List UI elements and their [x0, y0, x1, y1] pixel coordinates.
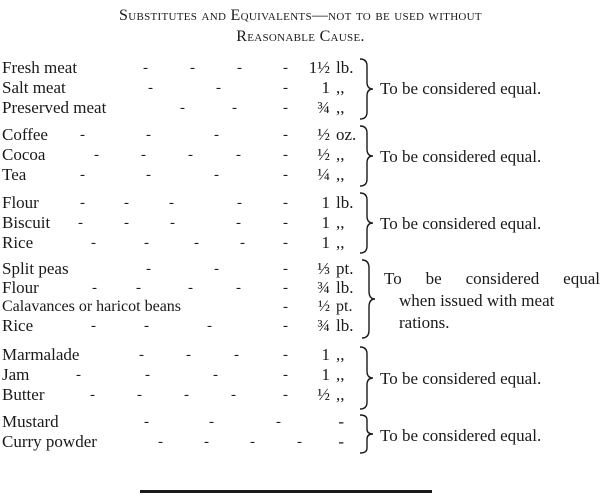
leader-dash: -: [283, 347, 288, 363]
group-result: To be considered equal.: [380, 79, 542, 98]
leader-dash: -: [283, 367, 288, 383]
group-result: To be considered equal.: [380, 214, 542, 233]
leader-dash: -: [236, 147, 241, 163]
leader-dash: -: [188, 147, 193, 163]
leader-dash: -: [78, 215, 83, 231]
item-unit: ,,: [336, 78, 345, 97]
right-brace-icon: [358, 192, 374, 254]
leader-dash: -: [283, 299, 288, 315]
leader-dash: -: [276, 414, 281, 430]
item-quantity: ¾: [317, 98, 330, 117]
item-name: Preserved meat: [2, 98, 107, 117]
leader-dash: -: [237, 195, 242, 211]
right-brace-icon: [358, 414, 374, 454]
leader-dash: -: [214, 261, 219, 277]
leader-dash: -: [234, 347, 239, 363]
leader-dash: -: [283, 387, 288, 403]
item-quantity: 1: [321, 233, 330, 252]
item-name: Flour: [2, 278, 39, 297]
leader-dash: -: [209, 414, 214, 430]
group-result: To be considered equal.: [380, 426, 542, 445]
leader-dash: -: [283, 280, 288, 296]
item-name: Mustard: [2, 412, 59, 431]
leader-dash: -: [90, 387, 95, 403]
leader-dash: -: [180, 100, 185, 116]
leader-dash: -: [186, 347, 191, 363]
leader-dash: -: [184, 387, 189, 403]
item-quantity: ½: [317, 125, 330, 144]
leader-dash: -: [283, 167, 288, 183]
item-unit: pt.: [336, 259, 354, 278]
leader-dash: -: [144, 318, 149, 334]
item-quantity: 1: [321, 78, 330, 97]
leader-dash: -: [283, 215, 288, 231]
item-name: Coffee: [2, 125, 48, 144]
group-result: [384, 268, 600, 334]
leader-dash: -: [141, 147, 146, 163]
item-name: Rice: [2, 233, 34, 252]
leader-dash: -: [232, 100, 237, 116]
item-quantity: ¾: [317, 278, 330, 297]
item-quantity: ½: [317, 145, 330, 164]
leader-dash: -: [283, 318, 288, 334]
item-unit: lb.: [336, 193, 354, 212]
item-unit: lb.: [336, 278, 354, 297]
leader-dash: -: [216, 80, 221, 96]
leader-dash: -: [194, 235, 199, 251]
leader-dash: -: [283, 147, 288, 163]
item-quantity: 1: [321, 345, 330, 364]
right-brace-icon: [358, 346, 374, 410]
leader-dash: -: [214, 167, 219, 183]
leader-dash: -: [146, 261, 151, 277]
leader-dash: -: [143, 60, 148, 76]
leader-dash: -: [92, 280, 97, 296]
leader-dash: -: [136, 280, 141, 296]
leader-dash: -: [188, 280, 193, 296]
item-quantity: 1: [321, 213, 330, 232]
leader-dash: -: [80, 167, 85, 183]
leader-dash: -: [76, 367, 81, 383]
leader-dash: -: [124, 195, 129, 211]
item-name: Biscuit: [2, 213, 51, 232]
item-unit: ,,: [336, 213, 345, 232]
result-line: To be considered equal: [384, 269, 600, 288]
leader-dash: -: [80, 127, 85, 143]
right-brace-icon: [360, 259, 376, 339]
group-result: To be considered equal.: [380, 147, 542, 166]
item-unit: ,,: [336, 165, 345, 184]
item-quantity: 1: [321, 193, 330, 212]
title-line1-text: Substitutes and Equivalents—not to be used without: [119, 7, 482, 24]
list-item: [0, 58, 601, 78]
item-name: Salt meat: [2, 78, 66, 97]
leader-dash: -: [240, 235, 245, 251]
item-quantity: ¼: [317, 165, 330, 184]
item-name: Jam: [2, 365, 30, 384]
leader-dash: -: [204, 434, 209, 450]
item-unit: ,,: [336, 233, 345, 252]
leader-dash: -: [283, 80, 288, 96]
table-title-line1: [0, 6, 601, 26]
item-name: Marmalade: [2, 345, 80, 364]
leader-dash: -: [236, 280, 241, 296]
leader-dash: -: [94, 147, 99, 163]
leader-dash: -: [144, 235, 149, 251]
leader-dash: -: [158, 434, 163, 450]
group-result: To be considered equal.: [380, 369, 542, 388]
item-quantity: 1½: [308, 58, 330, 77]
leader-dash: -: [124, 215, 129, 231]
item-name: Rice: [2, 316, 34, 335]
item-unit: pt.: [336, 298, 353, 315]
leader-dash: -: [137, 387, 142, 403]
item-name: Fresh meat: [2, 58, 78, 77]
table-title-line2: [0, 27, 601, 47]
leader-dash: -: [139, 347, 144, 363]
list-item: [0, 125, 601, 145]
list-item: [0, 233, 601, 253]
item-name: Butter: [2, 385, 45, 404]
leader-dash: -: [214, 127, 219, 143]
item-unit: ,,: [336, 145, 345, 164]
item-unit: ,,: [336, 98, 345, 117]
item-quantity: ½: [318, 298, 330, 315]
item-unit: lb.: [336, 58, 354, 77]
leader-dash: -: [213, 367, 218, 383]
list-item: [0, 193, 601, 213]
leader-dash: -: [148, 80, 153, 96]
item-quantity: ⅓: [317, 259, 330, 278]
leader-dash: -: [80, 195, 85, 211]
item-quantity: -: [338, 432, 344, 451]
leader-dash: -: [283, 60, 288, 76]
item-unit: ,,: [336, 365, 345, 384]
leader-dash: -: [144, 414, 149, 430]
item-unit: oz.: [336, 125, 357, 144]
leader-dash: -: [297, 434, 302, 450]
list-item: [0, 165, 601, 185]
title-line2-text: Reasonable Cause.: [236, 28, 365, 45]
item-name: Calavances or haricot beans: [2, 298, 182, 315]
item-quantity: ¾: [317, 316, 330, 335]
list-item: [0, 98, 601, 118]
leader-dash: -: [207, 318, 212, 334]
item-unit: lb.: [336, 316, 354, 335]
item-unit: ,,: [336, 385, 345, 404]
leader-dash: -: [169, 195, 174, 211]
leader-dash: -: [190, 60, 195, 76]
leader-dash: -: [283, 100, 288, 116]
item-quantity: ½: [317, 385, 330, 404]
leader-dash: -: [170, 215, 175, 231]
result-line: when issued with meat: [399, 291, 555, 310]
leader-dash: -: [231, 387, 236, 403]
leader-dash: -: [237, 60, 242, 76]
section-divider: [140, 490, 432, 493]
leader-dash: -: [236, 215, 241, 231]
item-quantity: 1: [321, 365, 330, 384]
leader-dash: -: [283, 261, 288, 277]
leader-dash: -: [146, 167, 151, 183]
item-name: Cocoa: [2, 145, 46, 164]
leader-dash: -: [91, 235, 96, 251]
leader-dash: -: [283, 195, 288, 211]
leader-dash: -: [250, 434, 255, 450]
result-line: rations.: [399, 313, 450, 332]
leader-dash: -: [145, 367, 150, 383]
right-brace-icon: [358, 58, 374, 120]
list-item: [0, 345, 601, 365]
leader-dash: -: [283, 127, 288, 143]
item-quantity: -: [338, 412, 344, 431]
leader-dash: -: [91, 318, 96, 334]
item-name: Split peas: [2, 259, 69, 278]
item-name: Curry powder: [2, 432, 97, 451]
leader-dash: -: [146, 127, 151, 143]
leader-dash: -: [283, 235, 288, 251]
item-name: Tea: [2, 165, 27, 184]
item-name: Flour: [2, 193, 39, 212]
item-unit: ,,: [336, 345, 345, 364]
right-brace-icon: [358, 125, 374, 187]
